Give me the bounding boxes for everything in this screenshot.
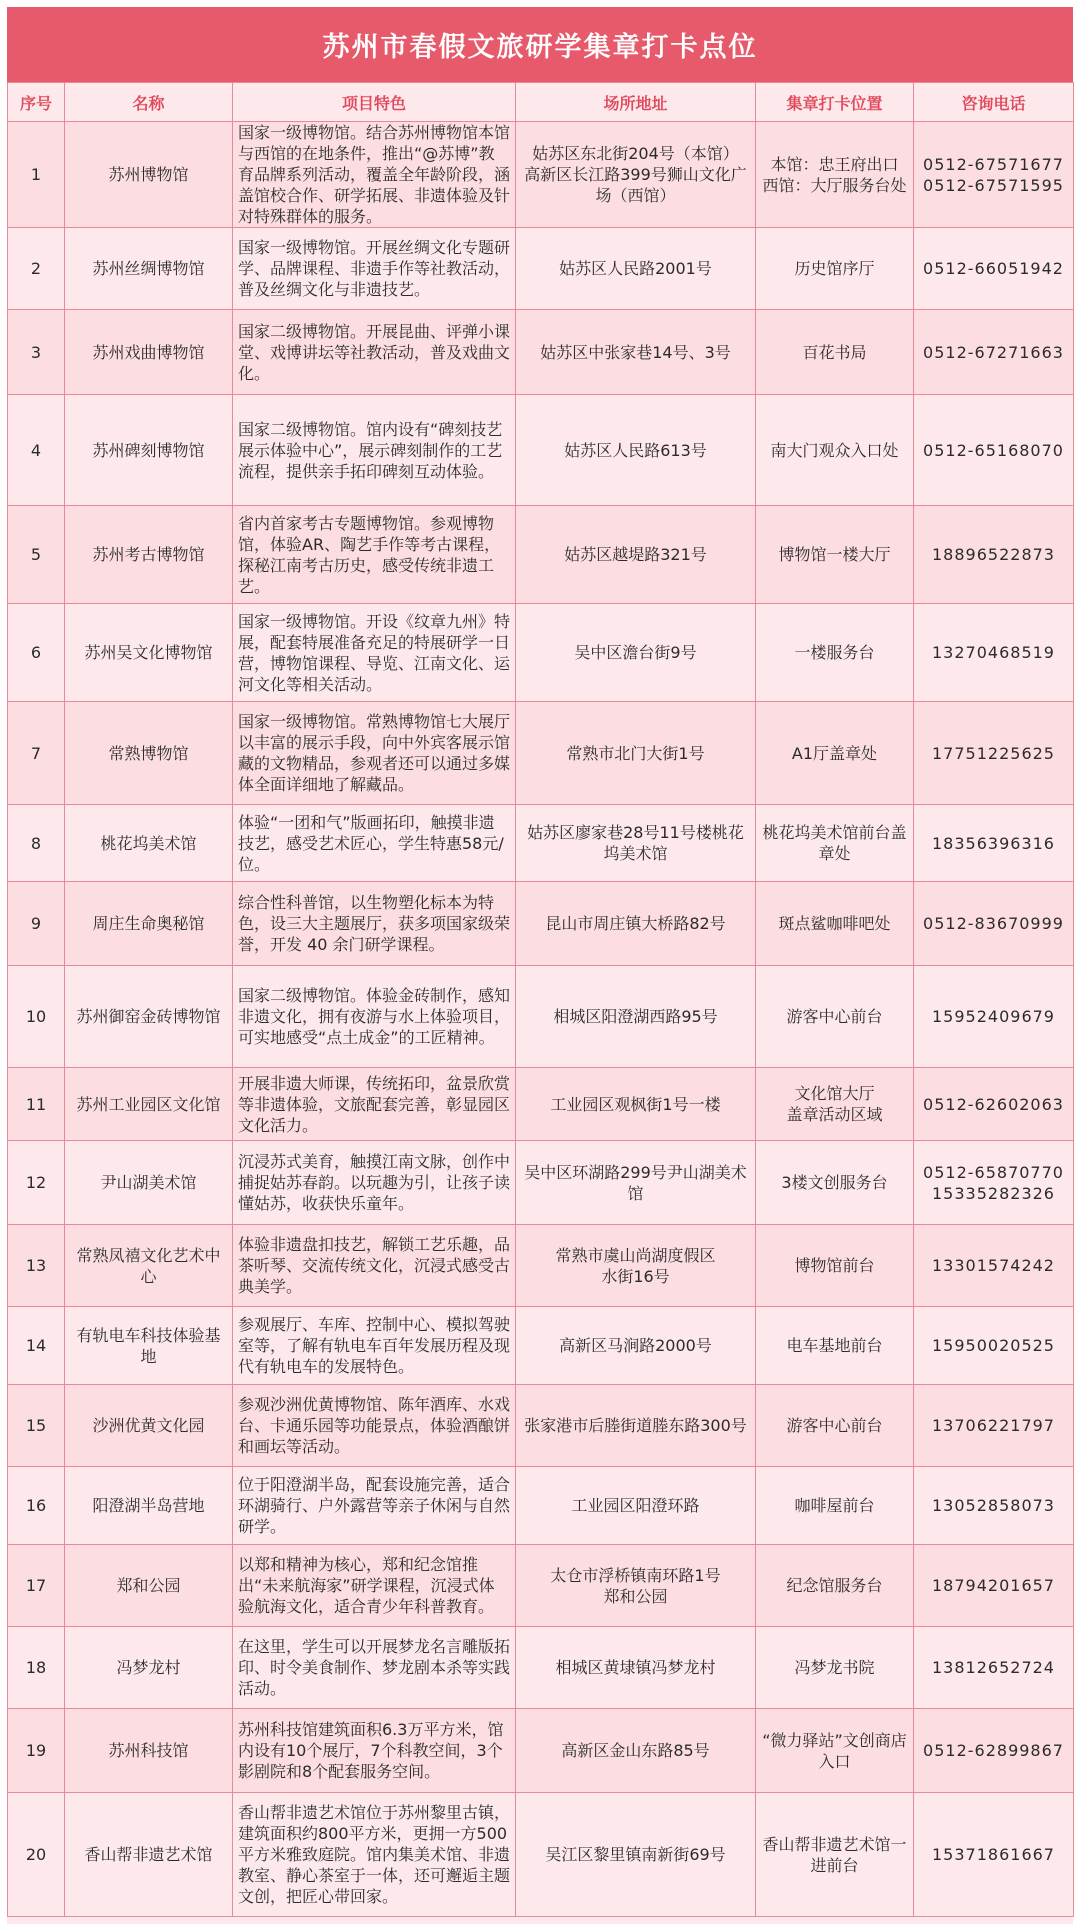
cell-phone: 15950020525	[914, 1307, 1074, 1385]
cell-phone: 0512-62899867	[914, 1709, 1074, 1793]
cell-feature: 体验“一团和气”版画拓印，触摸非遗技艺，感受艺术匠心，学生特惠58元/位。	[233, 805, 516, 882]
cell-phone: 18794201657	[914, 1545, 1074, 1627]
column-header-phone: 咨询电话	[914, 83, 1074, 122]
cell-name: 苏州科技馆	[65, 1709, 233, 1793]
table-body	[8, 122, 1074, 1917]
table-row	[8, 1068, 1074, 1141]
cell-stamp-location: 博物馆前台	[756, 1225, 914, 1307]
cell-no: 13	[8, 1225, 65, 1307]
cell-stamp-location: A1厅盖章处	[756, 702, 914, 805]
table-row	[8, 966, 1074, 1068]
table-row	[8, 1709, 1074, 1793]
cell-feature: 以郑和精神为核心，郑和纪念馆推出“未来航海家”研学课程，沉浸式体验航海文化，适合青少年科普教育。	[233, 1545, 516, 1627]
cell-phone: 15371861667	[914, 1793, 1074, 1917]
table-row	[8, 1793, 1074, 1917]
cell-stamp-location: 游客中心前台	[756, 966, 914, 1068]
cell-stamp-location: 本馆：忠王府出口 西馆：大厅服务台处	[756, 122, 914, 228]
cell-no: 3	[8, 310, 65, 395]
cell-stamp-location: 斑点鲨咖啡吧处	[756, 882, 914, 966]
cell-name: 周庄生命奥秘馆	[65, 882, 233, 966]
cell-name: 有轨电车科技体验基地	[65, 1307, 233, 1385]
column-header-feature: 项目特色	[233, 83, 516, 122]
cell-address: 高新区金山东路85号	[516, 1709, 756, 1793]
cell-address: 姑苏区人民路2001号	[516, 228, 756, 310]
cell-phone: 0512-65870770 15335282326	[914, 1141, 1074, 1225]
cell-no: 7	[8, 702, 65, 805]
cell-feature: 参观沙洲优黄博物馆、陈年酒库、水戏台、卡通乐园等功能景点，体验酒酿饼和画坛等活动。	[233, 1385, 516, 1467]
cell-phone: 13812652724	[914, 1627, 1074, 1709]
cell-no: 5	[8, 506, 65, 604]
cell-phone: 0512-66051942	[914, 228, 1074, 310]
cell-feature: 国家二级博物馆。馆内设有“碑刻技艺展示体验中心”，展示碑刻制作的工艺流程，提供亲手拓印碑刻互动体验。	[233, 395, 516, 506]
table-row	[8, 506, 1074, 604]
table-row	[8, 1385, 1074, 1467]
cell-stamp-location: 电车基地前台	[756, 1307, 914, 1385]
cell-phone: 0512-67571677 0512-67571595	[914, 122, 1074, 228]
cell-no: 12	[8, 1141, 65, 1225]
cell-feature: 参观展厅、车库、控制中心、模拟驾驶室等，了解有轨电车百年发展历程及现代有轨电车的发展特色。	[233, 1307, 516, 1385]
cell-address: 昆山市周庄镇大桥路82号	[516, 882, 756, 966]
cell-stamp-location: 文化馆大厅 盖章活动区域	[756, 1068, 914, 1141]
column-header-address: 场所地址	[516, 83, 756, 122]
cell-stamp-location: 游客中心前台	[756, 1385, 914, 1467]
table-row	[8, 395, 1074, 506]
column-header-stamp-location: 集章打卡位置	[756, 83, 914, 122]
cell-name: 苏州丝绸博物馆	[65, 228, 233, 310]
cell-no: 15	[8, 1385, 65, 1467]
table-row	[8, 122, 1074, 228]
cell-name: 尹山湖美术馆	[65, 1141, 233, 1225]
cell-address: 常熟市虞山尚湖度假区 水街16号	[516, 1225, 756, 1307]
cell-no: 16	[8, 1467, 65, 1545]
cell-phone: 13301574242	[914, 1225, 1074, 1307]
cell-name: 苏州戏曲博物馆	[65, 310, 233, 395]
cell-feature: 省内首家考古专题博物馆。参观博物馆，体验AR、陶艺手作等考古课程，探秘江南考古历史，感受传统非遗工艺。	[233, 506, 516, 604]
cell-name: 苏州御窑金砖博物馆	[65, 966, 233, 1068]
cell-stamp-location: 历史馆序厅	[756, 228, 914, 310]
cell-address: 相城区阳澄湖西路95号	[516, 966, 756, 1068]
page-title: 苏州市春假文旅研学集章打卡点位	[322, 32, 758, 63]
cell-address: 姑苏区中张家巷14号、3号	[516, 310, 756, 395]
cell-address: 高新区马涧路2000号	[516, 1307, 756, 1385]
cell-stamp-location: 桃花坞美术馆前台盖章处	[756, 805, 914, 882]
cell-stamp-location: 一楼服务台	[756, 604, 914, 702]
table-row	[8, 1545, 1074, 1627]
cell-name: 冯梦龙村	[65, 1627, 233, 1709]
cell-no: 19	[8, 1709, 65, 1793]
cell-feature: 香山帮非遗艺术馆位于苏州黎里古镇，建筑面积约800平方米，更拥一方500平方米雅致庭院。馆内集美术馆、非遗教室、静心茶室于一体，还可邂逅主题文创，把匠心带回家。	[233, 1793, 516, 1917]
points-table	[7, 82, 1074, 1917]
cell-stamp-location: 南大门观众入口处	[756, 395, 914, 506]
cell-phone: 15952409679	[914, 966, 1074, 1068]
cell-stamp-location: 百花书局	[756, 310, 914, 395]
cell-feature: 国家一级博物馆。常熟博物馆七大展厅以丰富的展示手段，向中外宾客展示馆藏的文物精品，参观者还可以通过多媒体全面详细地了解藏品。	[233, 702, 516, 805]
cell-name: 常熟凤禧文化艺术中心	[65, 1225, 233, 1307]
cell-feature: 国家一级博物馆。开设《纹章九州》特展，配套特展准备充足的特展研学一日营，博物馆课程、导览、江南文化、运河文化等相关活动。	[233, 604, 516, 702]
cell-stamp-location: 咖啡屋前台	[756, 1467, 914, 1545]
cell-feature: 在这里，学生可以开展梦龙名言雕版拓印、时令美食制作、梦龙剧本杀等实践活动。	[233, 1627, 516, 1709]
cell-name: 苏州碑刻博物馆	[65, 395, 233, 506]
cell-address: 工业园区阳澄环路	[516, 1467, 756, 1545]
cell-no: 6	[8, 604, 65, 702]
cell-name: 苏州工业园区文化馆	[65, 1068, 233, 1141]
cell-stamp-location: 纪念馆服务台	[756, 1545, 914, 1627]
cell-name: 苏州博物馆	[65, 122, 233, 228]
cell-feature: 体验非遗盘扣技艺，解锁工艺乐趣，品茶听琴、交流传统文化，沉浸式感受古典美学。	[233, 1225, 516, 1307]
cell-address: 常熟市北门大街1号	[516, 702, 756, 805]
cell-address: 工业园区观枫街1号一楼	[516, 1068, 756, 1141]
cell-phone: 0512-83670999	[914, 882, 1074, 966]
cell-address: 吴江区黎里镇南新街69号	[516, 1793, 756, 1917]
cell-feature: 国家一级博物馆。结合苏州博物馆本馆与西馆的在地条件，推出“@苏博”教育品牌系列活动，覆盖全年龄阶段，涵盖馆校合作、研学拓展、非遗体验及针对特殊群体的服务。	[233, 122, 516, 228]
cell-address: 姑苏区越堤路321号	[516, 506, 756, 604]
cell-feature: 国家二级博物馆。体验金砖制作，感知非遗文化，拥有夜游与水上体验项目，可实地感受“点土成金”的工匠精神。	[233, 966, 516, 1068]
cell-no: 20	[8, 1793, 65, 1917]
table-row	[8, 604, 1074, 702]
cell-stamp-location: 博物馆一楼大厅	[756, 506, 914, 604]
document-page	[7, 7, 1073, 1924]
table-header-row	[8, 83, 1074, 122]
cell-feature: 国家一级博物馆。开展丝绸文化专题研学、品牌课程、非遗手作等社教活动，普及丝绸文化与非遗技艺。	[233, 228, 516, 310]
table-row	[8, 228, 1074, 310]
cell-no: 1	[8, 122, 65, 228]
cell-no: 4	[8, 395, 65, 506]
title-bar	[7, 7, 1073, 82]
column-header-no: 序号	[8, 83, 65, 122]
table-row	[8, 1627, 1074, 1709]
cell-phone: 0512-67271663	[914, 310, 1074, 395]
table-row	[8, 702, 1074, 805]
cell-phone: 13706221797	[914, 1385, 1074, 1467]
table-row	[8, 310, 1074, 395]
cell-stamp-location: 香山帮非遗艺术馆一进前台	[756, 1793, 914, 1917]
cell-feature: 开展非遗大师课，传统拓印，盆景欣赏等非遗体验，文旅配套完善，彰显园区文化活力。	[233, 1068, 516, 1141]
cell-stamp-location: “微力驿站”文创商店入口	[756, 1709, 914, 1793]
cell-phone: 13270468519	[914, 604, 1074, 702]
cell-no: 14	[8, 1307, 65, 1385]
cell-no: 17	[8, 1545, 65, 1627]
table-row	[8, 1467, 1074, 1545]
cell-no: 8	[8, 805, 65, 882]
cell-name: 香山帮非遗艺术馆	[65, 1793, 233, 1917]
cell-phone: 17751225625	[914, 702, 1074, 805]
table-row	[8, 1141, 1074, 1225]
cell-phone: 13052858073	[914, 1467, 1074, 1545]
cell-name: 常熟博物馆	[65, 702, 233, 805]
cell-no: 18	[8, 1627, 65, 1709]
cell-address: 姑苏区东北街204号（本馆） 高新区长江路399号狮山文化广场（西馆）	[516, 122, 756, 228]
cell-feature: 苏州科技馆建筑面积6.3万平方米，馆内设有10个展厅，7个科教空间，3个影剧院和8个配套服务空间。	[233, 1709, 516, 1793]
table-row	[8, 805, 1074, 882]
cell-stamp-location: 3楼文创服务台	[756, 1141, 914, 1225]
table-row	[8, 1225, 1074, 1307]
cell-name: 苏州考古博物馆	[65, 506, 233, 604]
cell-name: 沙洲优黄文化园	[65, 1385, 233, 1467]
cell-address: 相城区黄埭镇冯梦龙村	[516, 1627, 756, 1709]
cell-name: 郑和公园	[65, 1545, 233, 1627]
cell-address: 太仓市浮桥镇南环路1号 郑和公园	[516, 1545, 756, 1627]
cell-feature: 位于阳澄湖半岛，配套设施完善，适合环湖骑行、户外露营等亲子休闲与自然研学。	[233, 1467, 516, 1545]
column-header-name: 名称	[65, 83, 233, 122]
cell-phone: 18896522873	[914, 506, 1074, 604]
cell-no: 9	[8, 882, 65, 966]
cell-address: 吴中区环湖路299号尹山湖美术馆	[516, 1141, 756, 1225]
cell-phone: 0512-62602063	[914, 1068, 1074, 1141]
table-row	[8, 882, 1074, 966]
cell-name: 苏州吴文化博物馆	[65, 604, 233, 702]
cell-stamp-location: 冯梦龙书院	[756, 1627, 914, 1709]
cell-no: 10	[8, 966, 65, 1068]
table-row	[8, 1307, 1074, 1385]
cell-address: 张家港市后塍街道塍东路300号	[516, 1385, 756, 1467]
cell-address: 姑苏区人民路613号	[516, 395, 756, 506]
cell-name: 阳澄湖半岛营地	[65, 1467, 233, 1545]
cell-no: 2	[8, 228, 65, 310]
cell-phone: 0512-65168070	[914, 395, 1074, 506]
cell-address: 吴中区澹台街9号	[516, 604, 756, 702]
cell-no: 11	[8, 1068, 65, 1141]
cell-phone: 18356396316	[914, 805, 1074, 882]
cell-feature: 沉浸苏式美育，触摸江南文脉，创作中捕捉姑苏春韵。以玩趣为引，让孩子读懂姑苏，收获快乐童年。	[233, 1141, 516, 1225]
cell-feature: 综合性科普馆，以生物塑化标本为特色，设三大主题展厅，获多项国家级荣誉，开发 40 余门研学课程。	[233, 882, 516, 966]
cell-address: 姑苏区廖家巷28号11号楼桃花坞美术馆	[516, 805, 756, 882]
cell-name: 桃花坞美术馆	[65, 805, 233, 882]
cell-feature: 国家二级博物馆。开展昆曲、评弹小课堂、戏博讲坛等社教活动，普及戏曲文化。	[233, 310, 516, 395]
